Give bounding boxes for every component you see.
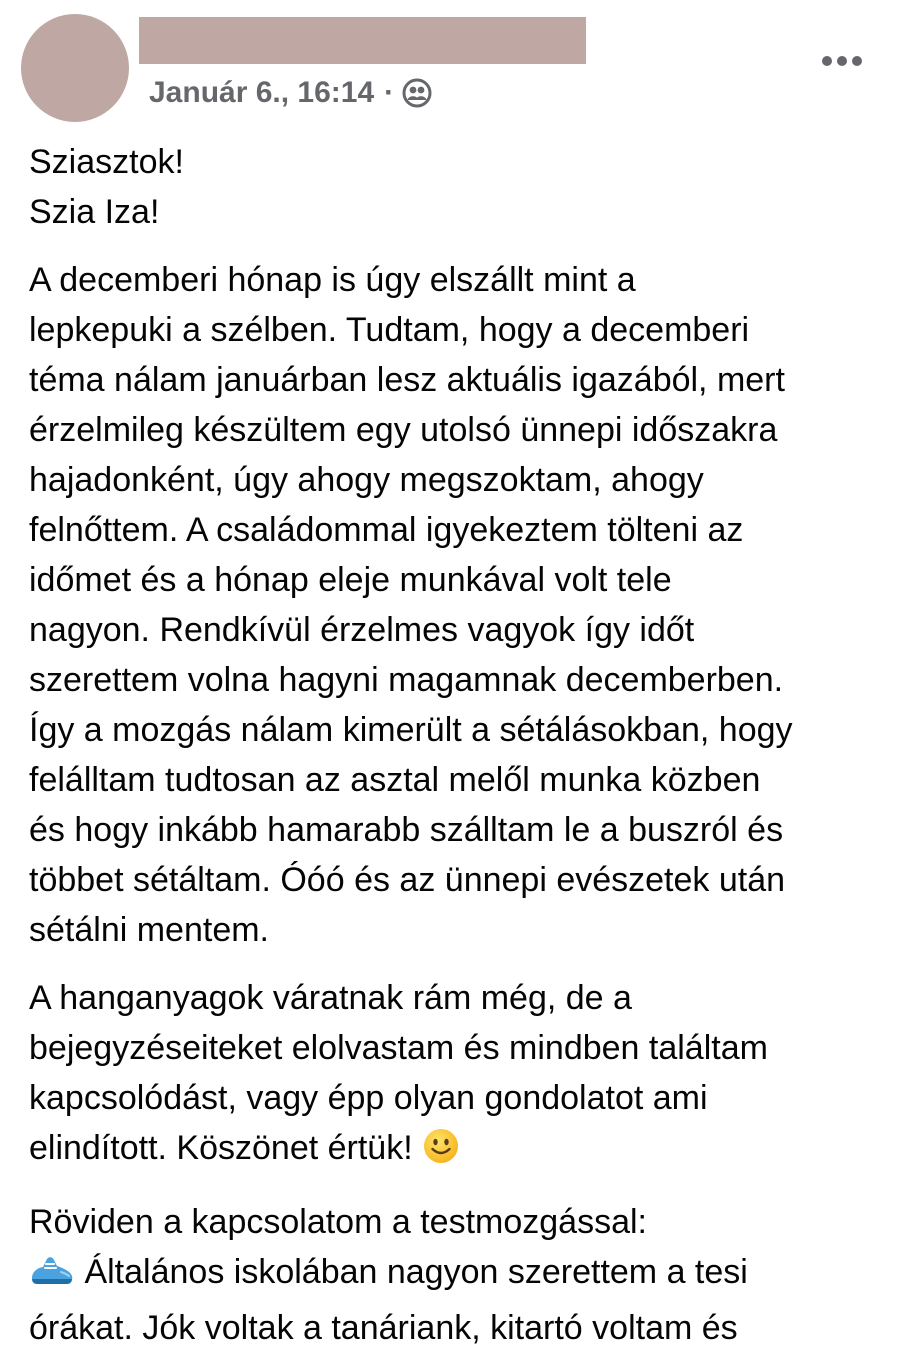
post-paragraph-audio-text: A hanganyagok váratnak rám még, de a bejegyzéseiteket elolvastam és mindben találtam kapcsolódást, vagy épp olyan gondolatot ami elindított. Köszönet értük!: [29, 979, 768, 1167]
friends-icon[interactable]: [402, 78, 432, 108]
author-name-redacted[interactable]: [139, 17, 586, 64]
more-options-icon[interactable]: [814, 46, 870, 76]
post-body: [29, 137, 899, 1371]
post-paragraph-exercise: [29, 1197, 899, 1353]
avatar[interactable]: [21, 14, 129, 122]
post-paragraph-audio: [29, 973, 899, 1179]
meta-separator: ·: [384, 76, 395, 109]
smiling-face-emoji: [422, 1127, 460, 1179]
more-dot: [822, 56, 832, 66]
post-timestamp[interactable]: Január 6., 16:14: [149, 76, 375, 109]
bullet-text: Általános iskolában nagyon szerettem a tesi órákat. Jók voltak a tanáriank, kitartó voltam és: [29, 1253, 748, 1347]
more-dot: [837, 56, 847, 66]
post-header: [0, 0, 914, 130]
post-meta: [149, 73, 432, 113]
section-heading: Röviden a kapcsolatom a testmozgással:: [29, 1203, 647, 1241]
running-shoe-emoji: [29, 1251, 75, 1303]
more-dot: [852, 56, 862, 66]
post-paragraph-greeting: Sziasztok! Szia Iza!: [29, 143, 184, 231]
post-paragraph-december: A decemberi hónap is úgy elszállt mint a lepkepuki a szélben. Tudtam, hogy a decemberi téma nálam januárban lesz aktuális igazából, mert érzelmileg készültem egy utolsó ünnepi időszakra hajadonként, úgy ahogy megszoktam, ahogy felnőttem. A családommal igyekeztem tölteni az időmet és a hónap eleje munkával volt tele nagyon. Rendkívül érzelmes vagyok így időt szerettem volna hagyni magamnak decemberben. Így a mozgás nálam kimerült a sétálásokban, hogy felálltam tudtosan az asztal melől munka közben és hogy inkább hamarabb szálltam le a buszról és többet sétáltam. Óóó és az ünnepi evészetek után sétálni mentem.: [29, 261, 793, 949]
